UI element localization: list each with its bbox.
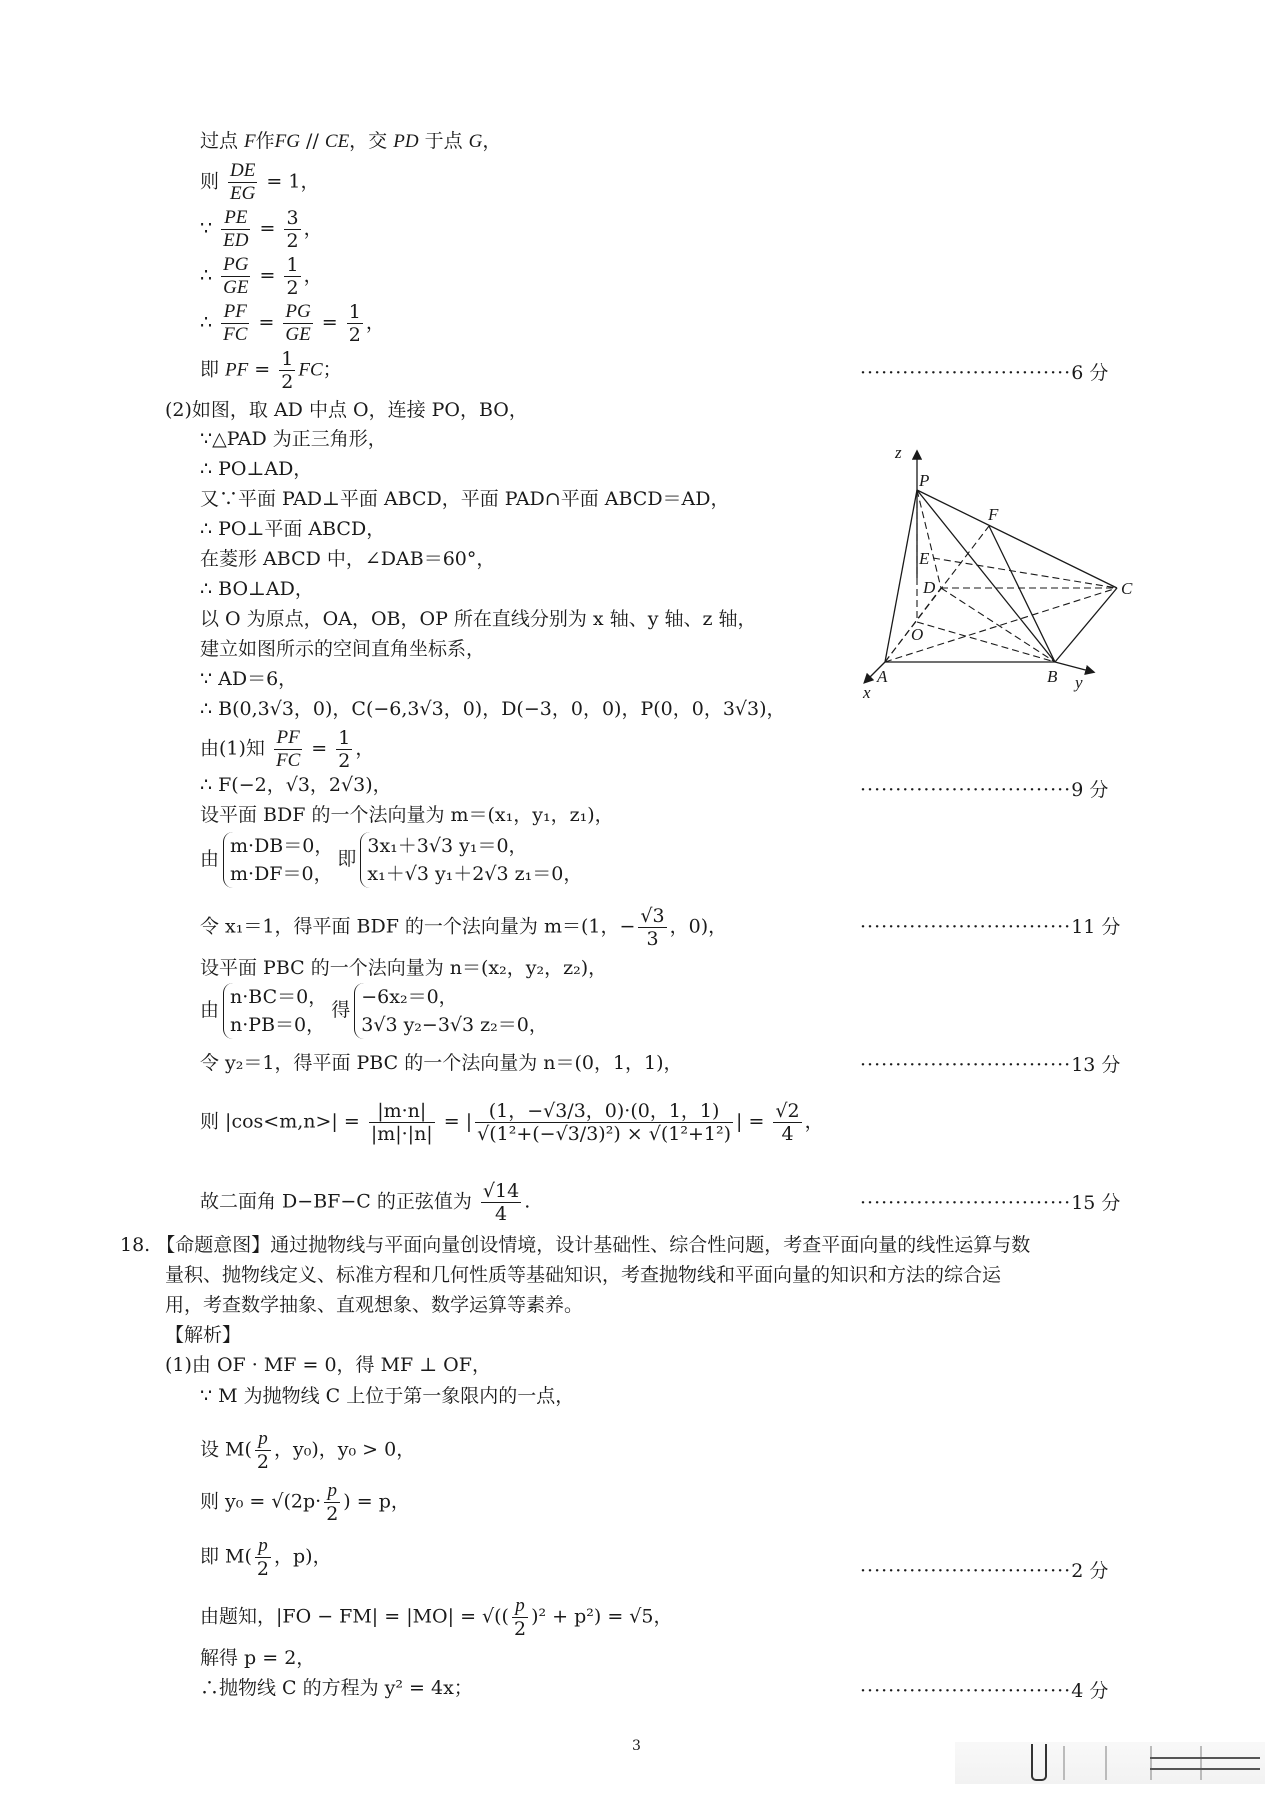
label-F: F [988,505,999,524]
text-line: 在菱形 ABCD 中，∠DAB＝60°， [200,548,496,570]
fraction: $\frac{1}{2}$ [286,254,299,299]
edge-AF [885,526,989,662]
label-y: y [1075,673,1083,692]
text-line: (1)由 OF · MF = 0，得 MF ⊥ OF， [165,1354,491,1376]
text-line: ∴ F(−2，√3，2√3)， [200,774,392,796]
label-A: A [877,667,888,686]
intent-tag: 【命题意图】 [156,1234,271,1256]
text-line: ∴ B(0,3√3，0)，C(−6,3√3，0)，D(−3，0，0)，P(0，0，3√3)， [200,698,786,720]
divider [1105,1746,1107,1780]
text-line: (2)如图，取 AD 中点 O，连接 PO，BO， [165,399,528,421]
math-line: 即 PF = $\frac{1}{2}$ FC； [200,348,342,393]
math-line: 由(1)知 $\frac{PF}{FC}$ = $\frac{1}{2}$ ， [200,727,375,772]
fraction: $\frac{p}{2}$ [256,1428,270,1473]
score-marker: ······························9 分 [860,779,1109,801]
equation-system: 由 m·DB＝0， m·DF＝0， 即 3x₁＋3√3 y₁＝0， x₁＋√3 y₁＋2√3 z₁＝0， [200,832,586,888]
score-marker: ······························2 分 [860,1560,1109,1582]
math-line: 设 M( $\frac{p}{2}$ ，y₀)，y₀ > 0， [200,1428,416,1473]
viewer-toolbar-overlay [955,1742,1265,1784]
fraction: $\frac{p}{2}$ [256,1535,270,1580]
text-line: 以 O 为原点，OA，OB，OP 所在直线分别为 x 轴、y 轴、z 轴， [200,608,757,630]
fraction: $\frac{PF}{FC}$ [275,727,301,771]
fraction: $\frac{PG}{GE}$ [223,254,249,298]
score-marker: ······························4 分 [860,1680,1109,1702]
divider [1063,1746,1065,1780]
fraction: $\frac{1}{2}$ [338,727,351,772]
fraction: $\frac{1}{2}$ [281,348,294,393]
edge-FB [989,526,1055,662]
label-z: z [895,443,902,462]
fraction: $\frac{DE}{EG}$ [230,160,256,204]
fraction: $\frac{√2}{4}$ [775,1100,800,1145]
fraction: $\frac{√14}{4}$ [482,1180,520,1225]
text-line: ∵△PAD 为正三角形， [200,428,387,450]
fraction: $\frac{3}{2}$ [286,207,299,252]
score-marker: ······························6 分 [860,362,1109,384]
fraction: $\frac{p}{2}$ [513,1595,527,1640]
fraction: $\frac{√3}{3}$ [640,905,665,950]
fraction: $\frac{p}{2}$ [326,1480,339,1525]
y-axis [1055,662,1093,672]
label-P: P [919,471,930,490]
text-line: 建立如图所示的空间直角坐标系， [200,638,486,660]
text-line: 量积、抛物线定义、标准方程和几何性质等基础知识，考查抛物线和平面向量的知识和方法的综合运 [165,1264,1002,1286]
page-number: 3 [632,1738,641,1754]
math-line: 则 |cos<m,n>| = $\frac{|m\cdot n|}{|m|\cdot|n|}$ = | $\frac{(1,-√3/3,0)\cdot(0,1,1)}{\text{√(1²+(−√3/3)²) × √(1²+1²)}}$ | = $\frac{√2}{4}$ ， [200,1100,824,1145]
label-E: E [919,549,930,568]
text-line: ∴ BO⊥AD， [200,578,314,600]
score-marker: ······························11 分 [860,916,1121,938]
math-line: ∵ $\frac{PE}{ED}$ = $\frac{3}{2}$ ， [200,207,323,252]
edge-PC [917,490,1117,588]
edge-OB [917,622,1055,662]
divider [1200,1746,1202,1780]
math-line: 故二面角 D−BF−C 的正弦值为 $\frac{√14}{4}$ . [200,1180,531,1225]
label-O: O [911,625,924,644]
math-line: ∴ $\frac{PF}{FC}$ = $\frac{PG}{GE}$ = $\frac{1}{2}$ ， [200,301,385,346]
analysis-tag: 【解析】 [165,1324,242,1346]
fraction: $\frac{PF}{FC}$ [223,301,248,345]
math-line: 则 y₀ = √(2p· $\frac{p}{2}$ ) = p， [200,1480,410,1525]
text-line: 设平面 BDF 的一个法向量为 m＝(x₁，y₁，z₁)， [200,804,614,826]
math-line: 由题知，|FO − FM| = |MO| = √(( $\frac{p}{2}$ )² + p²) = √5， [200,1595,673,1640]
text-line: 设平面 PBC 的一个法向量为 n＝(x₂，y₂，z₂)， [200,957,608,979]
label-B: B [1047,667,1058,686]
toolbar-line-icon [1150,1768,1260,1770]
divider [1150,1746,1152,1780]
text-line: 又∵平面 PAD⊥平面 ABCD，平面 PAD∩平面 ABCD＝AD， [200,488,730,510]
text-line: ∴ PO⊥平面 ABCD， [200,518,386,540]
math-line: ∴ $\frac{PG}{GE}$ = $\frac{1}{2}$ ， [200,254,323,299]
fraction: $\frac{PG}{GE}$ [285,301,311,345]
text-line: 用，考查数学抽象、直观想象、数学运算等素养。 [165,1294,584,1316]
text-line: 过点 F作FG // CE，交 PD 于点 G， [200,130,502,152]
pyramid-coordinate-figure [855,430,1135,700]
score-marker: ······························13 分 [860,1054,1121,1076]
text-line: ∵ AD＝6， [200,668,298,690]
text-line: ∵ M 为抛物线 C 上位于第一象限内的一点， [200,1385,575,1407]
text-line: ∴抛物线 C 的方程为 y² = 4x； [200,1677,473,1699]
equation-system: 由 n·BC＝0， n·PB＝0， 得 −6x₂＝0， 3√3 y₂−3√3 z₂＝0， [200,983,552,1039]
math-line: 即 M( $\frac{p}{2}$ ，p)， [200,1535,332,1580]
label-x: x [863,683,871,700]
text-line: ∴ PO⊥AD， [200,458,313,480]
score-marker: ······························15 分 [860,1192,1121,1214]
label-D: D [923,578,936,597]
text-line: 解得 p = 2， [200,1647,316,1669]
toolbar-line-icon [1150,1757,1260,1759]
math-line: 令 x₁＝1，得平面 BDF 的一个法向量为 m＝(1，− $\frac{√3}{3}$ ，0)， [200,905,728,950]
fraction: $\frac{|m\cdot n|}{|m|\cdot|n|}$ [370,1100,433,1145]
edge-BC [1055,588,1117,662]
fraction: $\frac{1}{2}$ [348,301,361,346]
fraction: $\frac{(1,-√3/3,0)\cdot(0,1,1)}{\text{√(1²+(−√3/3)²) × √(1²+1²)}}$ [477,1100,731,1145]
viewer-handle-icon[interactable] [1031,1744,1047,1781]
question-18-intent: 18. 【命题意图】通过抛物线与平面向量创设情境，设计基础性、综合性问题，考查平面向量的线性运算与数 [120,1234,1031,1256]
text-line: 令 y₂＝1，得平面 PBC 的一个法向量为 n＝(0，1，1)， [200,1052,683,1074]
question-number: 18. [120,1234,151,1256]
math-line: 则 $\frac{DE}{EG}$ = 1， [200,160,320,204]
edge-DB [941,588,1055,662]
label-C: C [1121,579,1133,598]
fraction: $\frac{PE}{ED}$ [223,207,249,251]
